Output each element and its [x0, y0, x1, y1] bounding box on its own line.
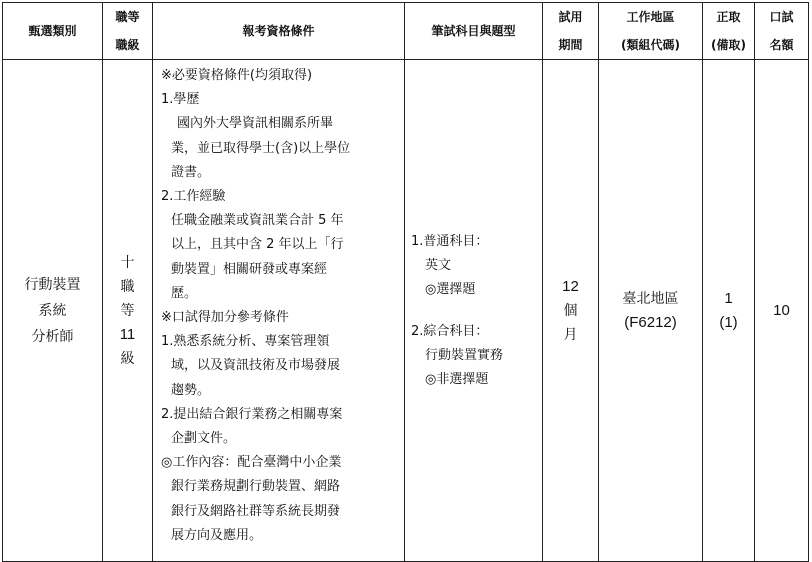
header-exam: 筆試科目與題型 — [405, 3, 543, 60]
header-quota: 正取 (備取) — [703, 3, 755, 60]
interview-cell: 10 — [755, 60, 809, 562]
requirements-cell: ※必要資格條件(均須取得) 1.學歷 國內外大學資訊相關系所畢 業，並已取得學士(含)以上學位 證書。 2.工作經驗 任職金融業或資訊業合計 5 年 以上，且其中含 2 年以上「行 動裝置」相關研發或專案經 歷。 ※口試得加分參考條件 1.熟悉系統分析、專案管理領 域，以及資訊技術及市場發展 趨勢。 2.提出結合銀行業務之相關專案 企劃文件。 ◎工作內容：配合臺灣中小企業 銀行業務規劃行動裝置、網路 銀行及網路社群等系統長期發 展方向及應用。 — [153, 60, 405, 562]
exam-cell: 1.普通科目： 英文 ◎選擇題 2.綜合科目： 行動裝置實務 ◎非選擇題 — [405, 60, 543, 562]
requirements-heading: ※必要資格條件(均須取得) — [161, 68, 313, 83]
quota-cell: 1 (1) — [703, 60, 755, 562]
header-interview: 口試 名額 — [755, 3, 809, 60]
category-cell: 行動裝置 系統 分析師 — [3, 60, 103, 562]
job-content: ◎工作內容：配合臺灣中小企業 — [161, 455, 342, 471]
table-row — [3, 60, 809, 562]
bonus-heading: ※口試得加分參考條件 — [161, 310, 289, 326]
header-row — [3, 3, 809, 60]
recruitment-table — [2, 2, 809, 562]
probation-cell: 12 個 月 — [543, 60, 599, 562]
header-requirements: 報考資格條件 — [153, 3, 405, 60]
rank-cell: 十 職 等 11 級 — [103, 60, 153, 562]
location-cell: 臺北地區 (F6212) — [599, 60, 703, 562]
header-rank: 職等 職級 — [103, 3, 153, 60]
header-probation: 試用 期間 — [543, 3, 599, 60]
header-category: 甄選類別 — [3, 3, 103, 60]
header-location: 工作地區 (類組代碼) — [599, 3, 703, 60]
